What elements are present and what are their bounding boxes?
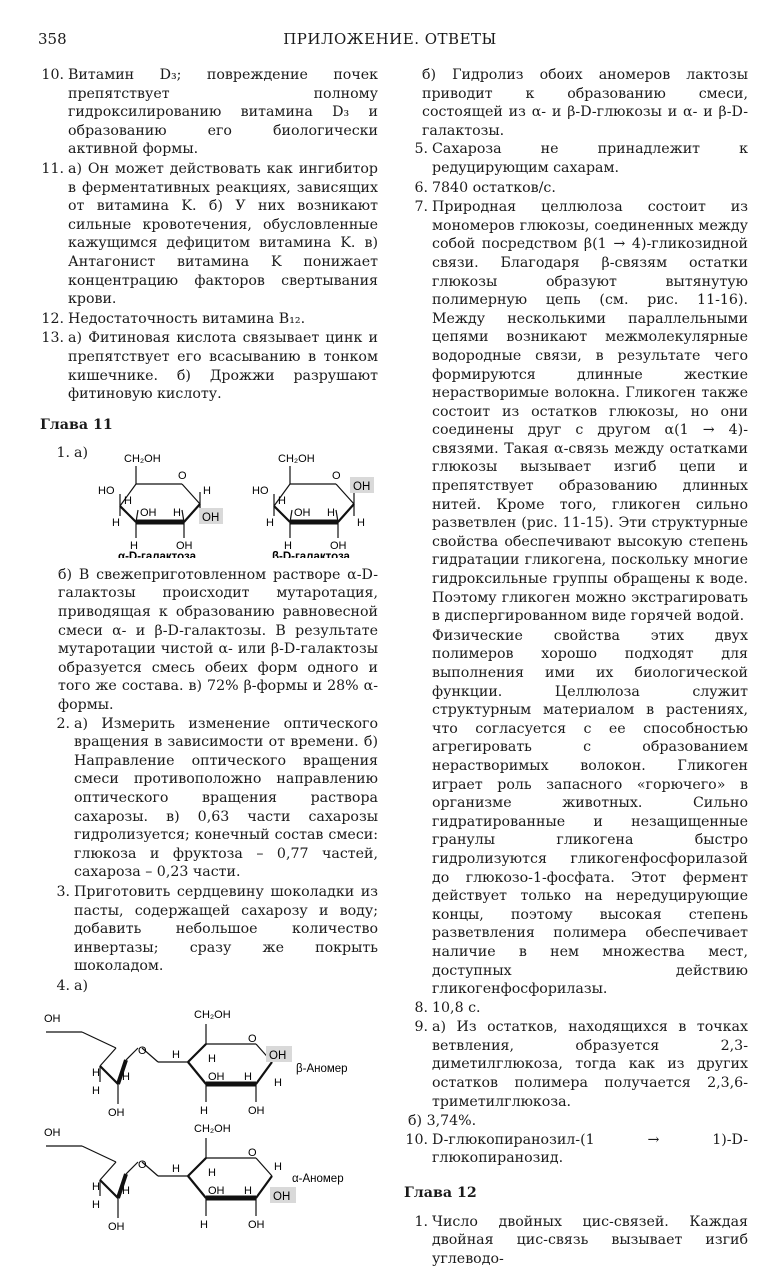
svg-text:O: O	[248, 1032, 257, 1045]
beta-ho-label: HO	[252, 484, 269, 497]
beta-lactose-bonds	[46, 1024, 272, 1104]
svg-text:H: H	[244, 1070, 252, 1083]
ch12-answer-1: 1. Число двойных цис-связей. Каждая двойная цис-связь вызывает изгиб углеводо-	[414, 1213, 748, 1267]
svg-text:H: H	[200, 1104, 208, 1117]
page-number: 358	[38, 30, 67, 48]
svg-text:OH: OH	[44, 1012, 61, 1025]
svg-text:H: H	[208, 1052, 216, 1065]
lactose-structures	[38, 1004, 378, 1236]
galactose-structures	[38, 446, 378, 558]
svg-text:H: H	[274, 1076, 282, 1089]
svg-text:H: H	[244, 1184, 252, 1197]
ch11-answer-9b: б) 3,74%.	[408, 1113, 477, 1130]
alpha-ho-label: HO	[98, 484, 115, 497]
svg-text:H: H	[357, 516, 365, 529]
ch11-answer-1: 1. а)	[56, 445, 88, 462]
left-column	[38, 66, 378, 1236]
ch11-answer-7: 7. Природная целлюлоза состоит из мономеров глюкозы, соединенных между собой посредством β(1 → 4)-гликозидной связи. Благодаря β-связям остатки глюкозы образуют вытянутую полимерную цепь (см. рис. 11-16). Между несколькими параллельными цепями возникают межмолекулярные водородные связи, в результате чего формируются длинные жесткие нерастворимые волокна. Гликоген также состоит из остатков глюкозы, но они соединены друг с другом α(1 → 4)-связями. Такая α-связь между остатками глюкозы вызывает изгиб цепи и препятствует образованию длинных нитей. Кроме того, гликоген сильно разветвлен (рис. 11-15). Эти структурные свойства обеспечивают высокую степень гидратации гликогена, поскольку многие гидроксильные группы обращены к воде. Поэтому гликоген можно экстрагировать в диспергированном виде горячей водой.	[414, 199, 748, 625]
svg-text:O: O	[248, 1146, 257, 1159]
svg-text:OH: OH	[248, 1104, 265, 1117]
ch11-answer-7-paragraph-2: Физические свойства этих двух полимеров хорошо подходят для выполнения ими их биологической функции. Целлюлоза служит структурным материалом в растениях, что согласуется с ее способностью агрегировать с образованием нерастворимых волокон. Гликоген играет роль запасного «горючего» в организме животных. Сильно гидратированные и незащищенные гранулы гликогена быстро гидролизуются гликогенфосфорилазой до глюкозо-1-фосфата. Этот фермент действует только на нередуцирующие концы, поэтому высокая степень разветвления полимера обеспечивает наличие в нем множества мест, доступных действию гликогенфосфорилазы.	[432, 627, 748, 998]
running-title: ПРИЛОЖЕНИЕ. ОТВЕТЫ	[283, 30, 497, 48]
answer-12: 12. Недостаточность витамина B₁₂.	[41, 310, 306, 327]
answer-13: 13. а) Фитиновая кислота связывает цинк и препятствует его всасыванию в тонком кишечнике. б) Дрожжи разрушают фитиновую кислоту.	[41, 330, 378, 403]
svg-text:OH: OH	[208, 1184, 225, 1197]
svg-text:H: H	[124, 494, 132, 507]
svg-text:H: H	[203, 484, 211, 497]
ch11-answer-8: 8. 10,8 с.	[414, 999, 481, 1016]
right-column	[402, 66, 748, 1269]
ch11-answer-6: 6. 7840 остатков/с.	[414, 179, 556, 196]
svg-text:OH: OH	[294, 506, 311, 519]
svg-text:H: H	[92, 1084, 100, 1097]
svg-text:H: H	[112, 516, 120, 529]
svg-text:CH₂OH: CH₂OH	[194, 1122, 231, 1135]
svg-text:H: H	[274, 1160, 282, 1173]
ch11-answer-4b: б) Гидролиз обоих аномеров лактозы приводит к образованию смеси, состоящей из α- и β-D-глюкозы и α- и β-D-галактозы.	[422, 67, 748, 139]
svg-text:H: H	[92, 1180, 100, 1193]
beta-anomer-oh: OH	[269, 1049, 287, 1062]
svg-text:OH: OH	[208, 1070, 225, 1083]
answer-11-text: а) Он может действовать как ингибитор в ферментативных реакциях, зависящих от витамина K. б) У них возникают сильные кровотечения, обусловленные кажущимся дефицитом витамина K. в) Антагонист витамина K понижает концентрацию факторов свертывания крови.	[68, 160, 378, 308]
ch11-answer-4: 4. а)	[56, 977, 88, 994]
svg-text:H: H	[200, 1218, 208, 1231]
svg-text:H: H	[92, 1198, 100, 1211]
alpha-anomer-oh: OH	[273, 1190, 291, 1203]
chapter-12-heading: Глава 12	[404, 1185, 477, 1202]
beta-anomer-label: β-Аномер	[296, 1062, 348, 1075]
svg-text:H: H	[92, 1066, 100, 1079]
beta-ring-o-label: O	[332, 469, 341, 482]
galactose-figure	[38, 446, 378, 558]
svg-text:H: H	[208, 1166, 216, 1179]
svg-text:OH: OH	[140, 506, 157, 519]
answer-10: 10. Витамин D₃; повреждение почек препятствует полному гидроксилированию витамина D₃ и образованию его биологически активной формы.	[41, 67, 378, 158]
svg-text:H: H	[172, 1162, 180, 1175]
beta-ch2oh-label: CH₂OH	[278, 452, 315, 465]
alpha-anomeric-oh: OH	[202, 511, 220, 524]
ch11-answer-3: 3. Приготовить сердцевину шоколадки из пасты, содержащей сахарозу и воду; добавить небольшое количество инвертазы; сразу же покрыть шоколадом.	[56, 883, 378, 975]
svg-text:O: O	[138, 1158, 147, 1171]
svg-text:CH₂OH: CH₂OH	[194, 1008, 231, 1021]
svg-text:OH: OH	[44, 1126, 61, 1139]
alpha-galactose-ring	[120, 466, 200, 538]
svg-text:H: H	[172, 1048, 180, 1061]
answer-13-text: а) Фитиновая кислота связывает цинк и препятствует его всасыванию в тонком кишечнике. б) Дрожжи разрушают фитиновую кислоту.	[68, 330, 378, 403]
lactose-figure	[38, 1004, 378, 1236]
beta-anomeric-oh: OH	[353, 480, 371, 493]
svg-text:H: H	[327, 506, 335, 519]
chapter-11-heading: Глава 11	[40, 416, 113, 433]
ch11-answer-1-continued: б) В свежеприготовленном растворе α-D-галактозы происходит мутаротация, приводящая к образованию равновесной смеси α- и β-D-галактозы. В результате мутаротации чистой α- или β-D-галактозы образуется смесь обеих форм одного и того же состава. в) 72% β-формы и 28% α-формы.	[58, 566, 378, 714]
svg-text:H: H	[122, 1070, 130, 1083]
answer-11: 11. а) Он может действовать как ингибитор в ферментативных реакциях, зависящих от витамина K. б) У них возникают сильные кровотечения, обусловленные кажущимся дефицитом витамина K. в) Антагонист витамина K понижает концентрацию факторов свертывания крови.	[41, 160, 378, 308]
svg-text:H: H	[278, 494, 286, 507]
svg-text:H: H	[130, 539, 138, 552]
svg-text:H: H	[173, 506, 181, 519]
ch11-answer-5: 5. Сахароза не принадлежит к редуцирующим сахарам.	[414, 141, 748, 176]
svg-text:H: H	[284, 539, 292, 552]
svg-text:H: H	[266, 516, 274, 529]
alpha-ring-o-label: O	[178, 469, 187, 482]
svg-text:H: H	[122, 1184, 130, 1197]
svg-text:OH: OH	[248, 1218, 265, 1231]
alpha-lactose-bonds	[46, 1138, 272, 1218]
svg-text:OH: OH	[108, 1220, 125, 1233]
beta-galactose-caption: β-D-галактоза	[272, 550, 350, 558]
alpha-ch2oh-label: CH₂OH	[124, 452, 161, 465]
ch11-answer-9: 9. а) Из остатков, находящихся в точках ветвления, образуется 2,3-диметилглюкоза, тогда как из других остатков полимера получается 2,3,6-триметилглюкоза.	[414, 1019, 748, 1110]
answer-12-text: Недостаточность витамина B₁₂.	[68, 310, 306, 327]
ch11-answer-2: 2. а) Измерить изменение оптического вращения в зависимости от времени. б) Направление оптического вращения смеси противоположно направлению оптического вращения раствора сахарозы. в) 0,63 части сахарозы гидролизуется; конечный состав смеси: глюкоза и фруктоза – 0,77 частей, сахароза – 0,23 части.	[56, 715, 378, 881]
svg-text:OH: OH	[330, 539, 347, 552]
page-header	[38, 30, 742, 50]
svg-text:OH: OH	[108, 1106, 125, 1119]
svg-text:OH: OH	[176, 539, 193, 552]
alpha-anomer-label: α-Аномер	[292, 1172, 344, 1185]
svg-text:O: O	[138, 1044, 147, 1057]
ch11-answer-10: 10. D-глюкопиранозил-(1 → 1)-D-глюкопиранозид.	[405, 1131, 748, 1167]
alpha-galactose-caption: α-D-галактоза	[118, 550, 196, 558]
answer-10-text: Витамин D₃; повреждение почек препятствует полному гидроксилированию витамина D₃ и образованию его биологически активной формы.	[68, 67, 378, 158]
beta-galactose-ring	[274, 466, 354, 538]
